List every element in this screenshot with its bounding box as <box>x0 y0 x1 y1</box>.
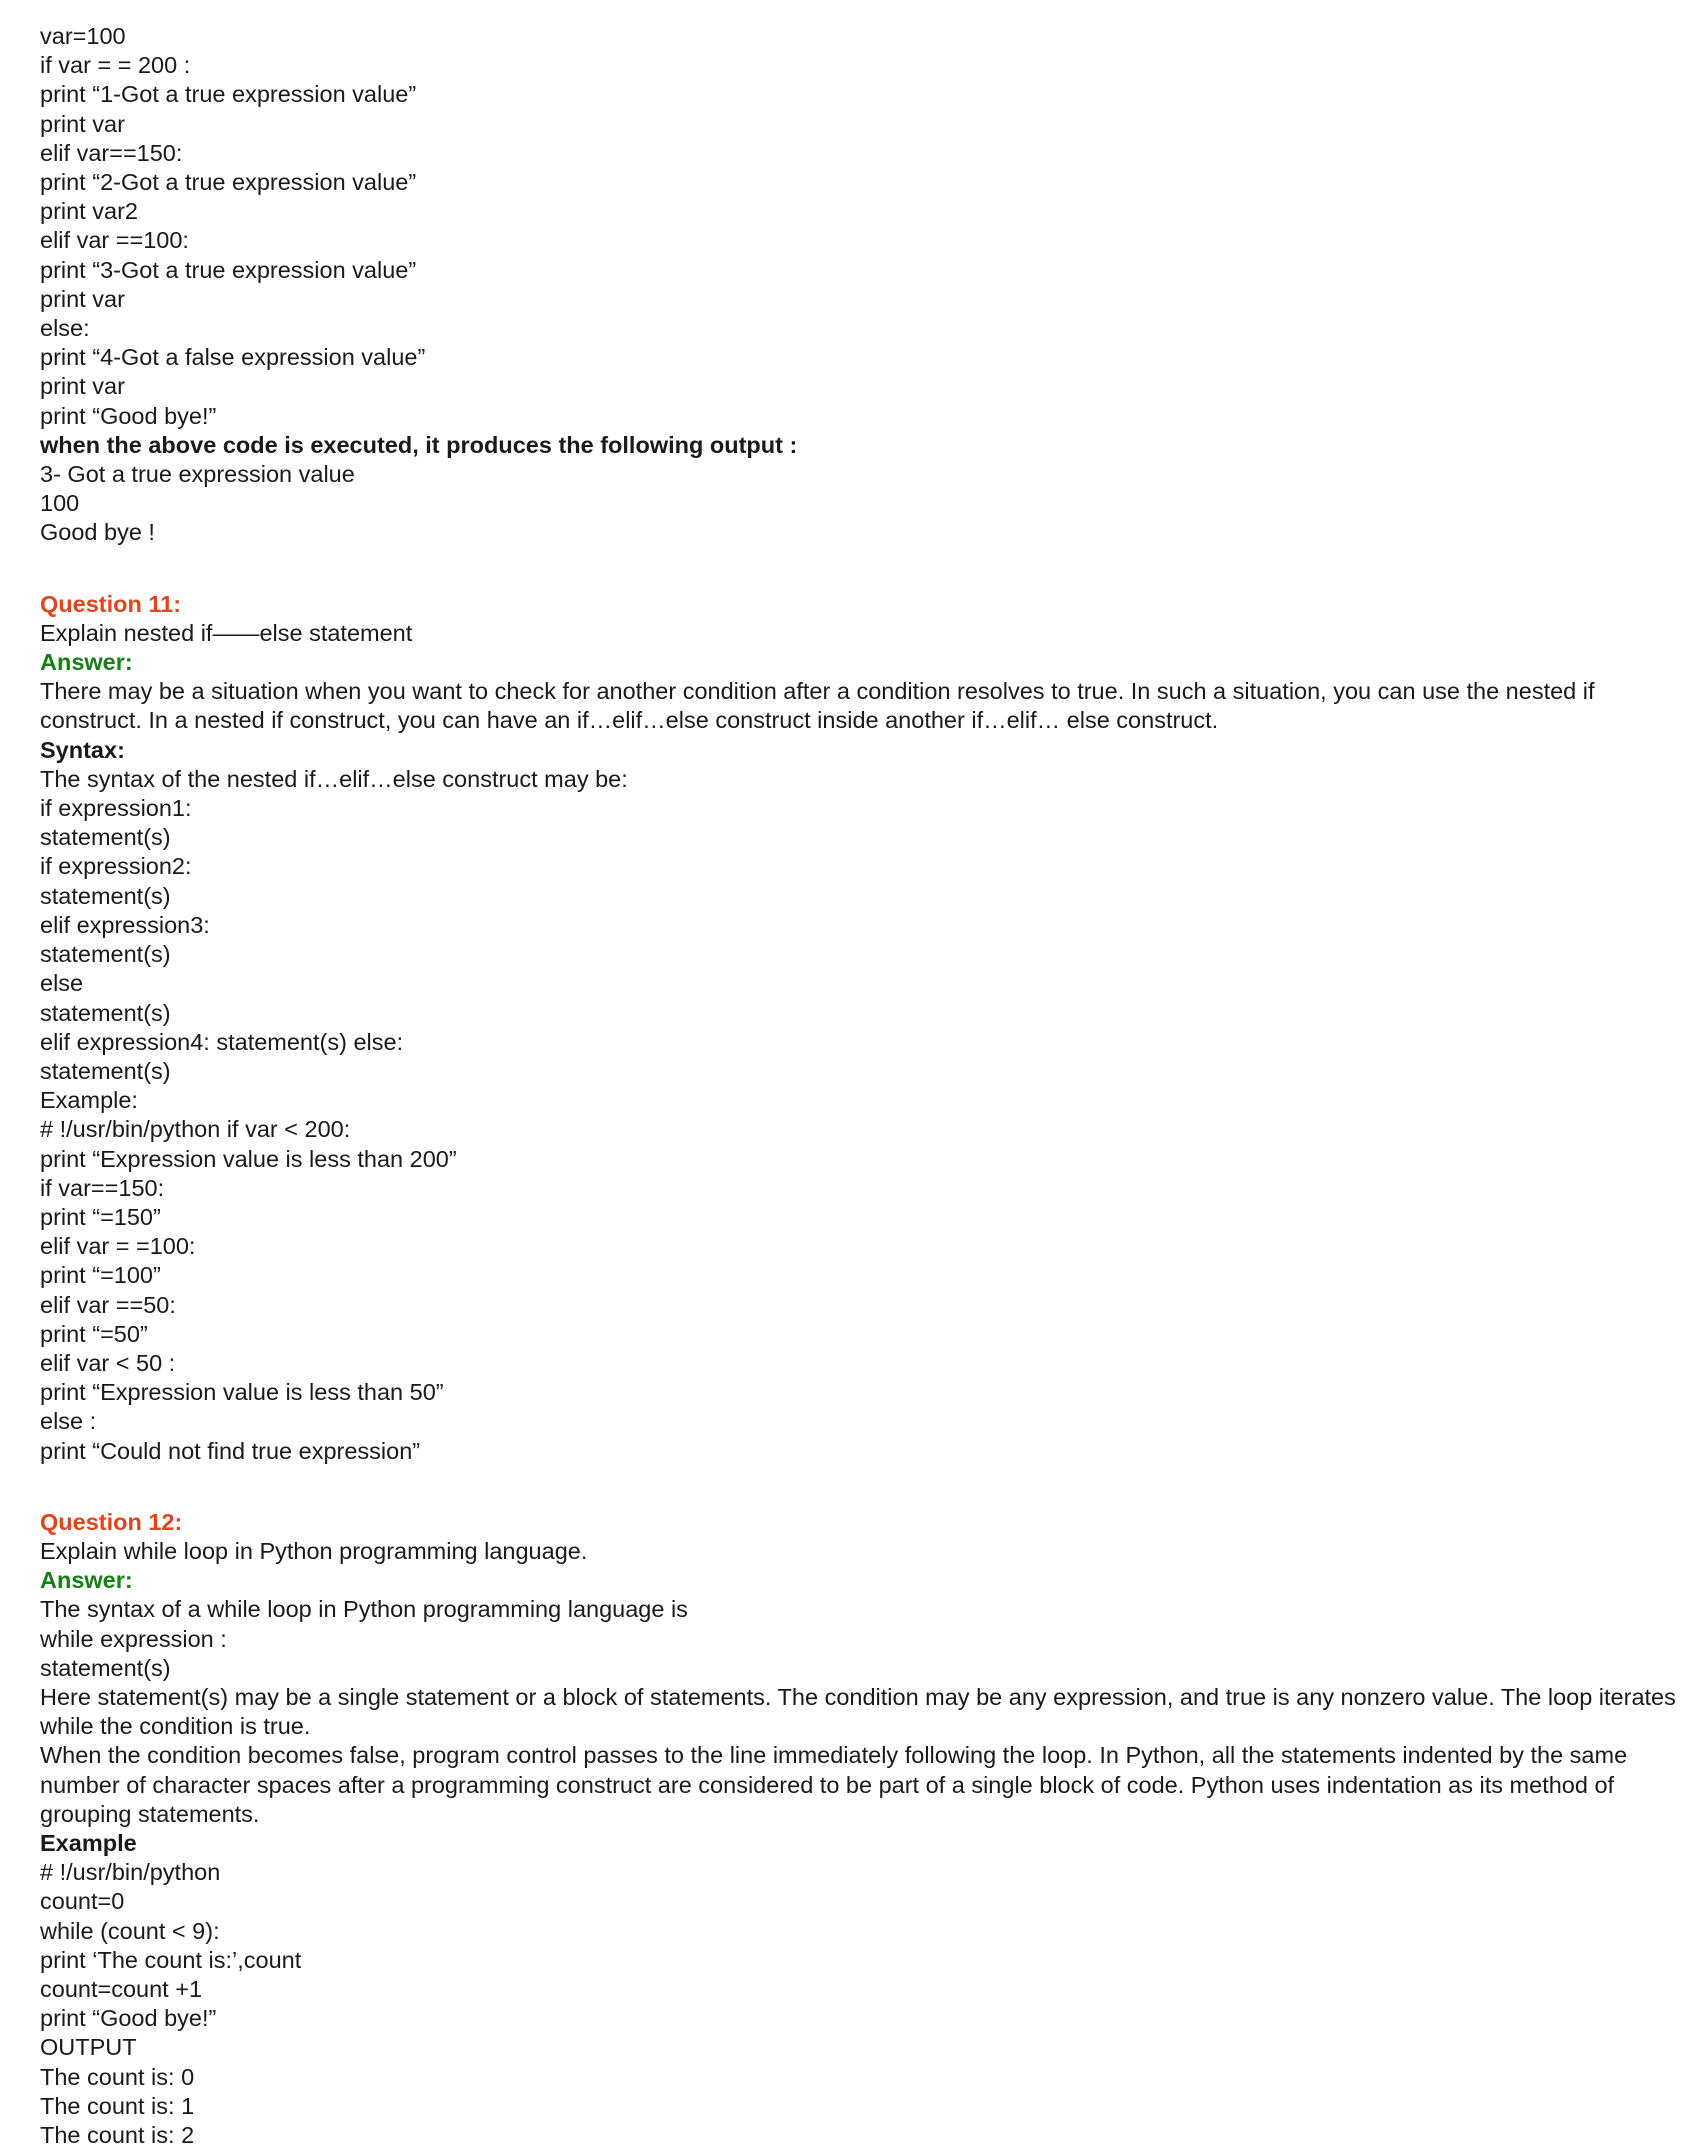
text-line: The syntax of a while loop in Python programming language is <box>40 1596 688 1623</box>
text-line: # !/usr/bin/python if var < 200: <box>40 1116 351 1143</box>
text-line: print “1-Got a true expression value” <box>40 81 417 108</box>
text-line: elif var ==50: <box>40 1291 176 1318</box>
text-line: print “Could not find true expression” <box>40 1437 421 1464</box>
text-line: Here statement(s) may be a single statement or a block of statements. The condition may be any expression, and true is any nonzero value. The loop iterates while the condition is true. <box>40 1683 1683 1740</box>
text-line: print var <box>40 285 125 312</box>
text-line: elif var ==100: <box>40 227 189 254</box>
document-body <box>40 22 1683 2150</box>
text-line: There may be a situation when you want to check for another condition after a condition resolves to true. In such a situation, you can use the nested if construct. In a nested if construct, you can have an if…elif…else construct inside another if…elif… else construct. <box>40 678 1602 734</box>
text-line: Explain nested if——else statement <box>40 619 413 646</box>
text-line: print “Good bye!” <box>40 2005 217 2032</box>
text-line: When the condition becomes false, program control passes to the line immediately following the loop. In Python, all the statements indented by the same number of character spaces after a programming construct are considered to be part of a single block of code. Python uses indentation as its method of grouping statements. <box>40 1742 1634 1827</box>
text-line: Good bye ! <box>40 519 155 546</box>
text-line: statement(s) <box>40 882 171 909</box>
text-line: print var <box>40 110 125 137</box>
text-line: Explain while loop in Python programming language. <box>40 1537 588 1564</box>
text-line: The count is: 1 <box>40 2092 195 2119</box>
text-line: 3- Got a true expression value <box>40 461 355 488</box>
text-line: var=100 <box>40 23 126 49</box>
text-line: statement(s) <box>40 1654 171 1681</box>
text-line: print “=50” <box>40 1320 148 1347</box>
text-line: print var <box>40 373 125 400</box>
text-line: count=count +1 <box>40 1976 203 2002</box>
text-line: print “Good bye!” <box>40 402 217 429</box>
text-line: print “Expression value is less than 50” <box>40 1379 444 1406</box>
text-line: elif var = =100: <box>40 1233 196 1260</box>
text-line: statement(s) <box>40 941 171 968</box>
text-line: if expression1: <box>40 795 192 822</box>
text-line: statement(s) <box>40 999 171 1026</box>
text-line: 100 <box>40 490 80 517</box>
answer-label: Answer: <box>40 1567 133 1594</box>
text-line: while (count < 9): <box>40 1917 220 1944</box>
text-line: print var2 <box>40 198 138 225</box>
text-line: else <box>40 970 84 997</box>
text-line: else: <box>40 315 90 342</box>
text-line: while expression : <box>40 1625 227 1652</box>
question-heading: Question 12: <box>40 1508 183 1535</box>
text-line: print “3-Got a true expression value” <box>40 256 417 283</box>
question-heading: Question 11: <box>40 590 182 617</box>
text-line: elif var < 50 : <box>40 1349 176 1376</box>
text-line: The count is: 2 <box>40 2122 195 2149</box>
text-line: if expression2: <box>40 853 192 880</box>
text-line: The syntax of the nested if…elif…else construct may be: <box>40 765 628 792</box>
text-line: print ‘The count is:’,count <box>40 1946 302 1973</box>
text-line: count=0 <box>40 1888 125 1915</box>
text-line: # !/usr/bin/python <box>40 1859 221 1886</box>
text-line: The count is: 0 <box>40 2063 195 2090</box>
text-line: print “=100” <box>40 1262 161 1289</box>
text-line: if var = = 200 : <box>40 52 191 79</box>
text-line: Example: <box>40 1087 138 1114</box>
bold-heading: when the above code is executed, it produces the following output : <box>40 431 798 458</box>
text-line: statement(s) <box>40 1057 171 1084</box>
text-line: if var==150: <box>40 1174 165 1201</box>
bold-heading: Example <box>40 1829 137 1856</box>
answer-label: Answer: <box>40 649 133 676</box>
bold-heading: Syntax: <box>40 736 125 763</box>
text-line: else : <box>40 1408 97 1435</box>
text-line: elif expression4: statement(s) else: <box>40 1028 404 1055</box>
text-line: elif var==150: <box>40 139 183 166</box>
text-line: statement(s) <box>40 824 171 851</box>
text-line: print “Expression value is less than 200” <box>40 1145 457 1172</box>
text-line: OUTPUT <box>40 2034 137 2061</box>
text-line: print “4-Got a false expression value” <box>40 344 426 371</box>
text-line: print “2-Got a true expression value” <box>40 169 417 196</box>
text-line: elif expression3: <box>40 911 210 938</box>
text-line: print “=150” <box>40 1203 161 1230</box>
